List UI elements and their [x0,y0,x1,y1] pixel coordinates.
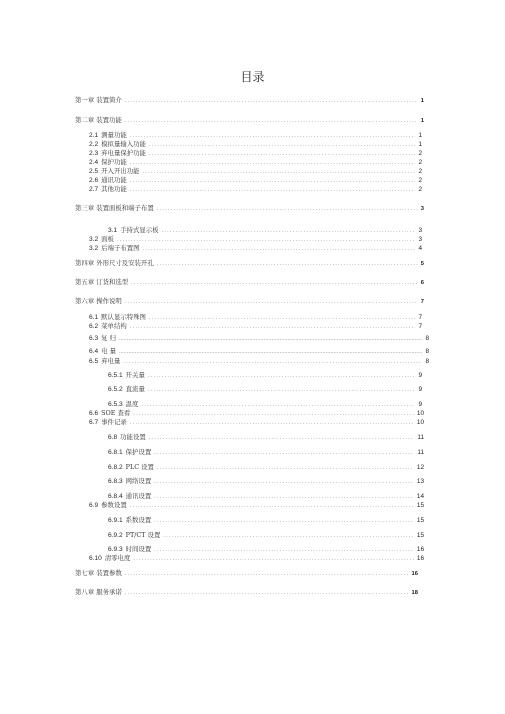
toc-entry-text: 第二章 装置功能 [75,116,122,124]
toc-entry [75,297,424,306]
toc-entry [75,96,424,105]
toc-leader [157,205,418,213]
toc-leader [123,358,422,366]
toc-entry-number: 6.10 [89,555,102,562]
toc-leader [154,546,414,554]
toc-entry-text: 第七章 装置参数 [75,569,122,577]
toc-leader [149,434,415,442]
toc-entry-text: 弃电量 [101,357,121,365]
toc-entry-text: 面板 [101,235,114,243]
toc-entry-page: 11 [417,434,424,441]
toc-entry [108,371,422,380]
toc-entry-text: PLC 设置 [125,463,154,471]
toc-entry [89,158,422,167]
toc-entry-number: 2.6 [89,177,99,184]
toc-entry [89,418,424,427]
toc-entry-number: 6.5.2 [108,386,123,393]
toc-entry-text: 通讯功能 [101,176,127,184]
toc-entry [89,235,422,244]
toc-entry-text: PT/CT 设置 [125,531,161,539]
toc-entry [108,545,424,554]
toc-entry [89,347,429,356]
toc-entry-page: 9 [418,401,422,408]
toc-entry-page: 1 [420,98,424,104]
toc-entry-text: 通讯设置 [125,492,152,500]
toc-entry-text: 默认显示特殊图 [101,313,146,321]
toc-leader [125,589,409,597]
toc-entry [89,140,422,149]
toc-entry-text: 系数设置 [125,516,152,524]
toc-entry-text: 第五章 订货和选型 [75,278,129,286]
toc-leader [119,348,422,356]
toc-entry-page: 7 [420,299,424,305]
toc-entry-page: 12 [416,464,424,471]
toc-entry-number: 2.2 [89,141,99,148]
toc-leader [149,314,416,322]
toc-entry-page: 2 [418,159,422,166]
toc-entry-page: 15 [416,532,424,539]
toc-leader [130,177,416,185]
toc-entry-page: 2 [418,168,422,175]
toc-entry [89,409,424,418]
toc-entry-page: 8 [425,358,429,365]
toc-entry-number: 6.1 [89,314,99,321]
toc-entry-text: 手持式显示板 [120,226,159,234]
toc-leader [157,260,418,268]
toc-leader [130,132,416,140]
toc-entry-text: 第三章 装置面板和端子布置 [75,204,154,212]
toc-entry-text: 开关量 [125,371,145,379]
toc-entry-text: 保护功能 [101,158,127,166]
toc-entry-number: 2.3 [89,150,99,157]
toc-entry-page: 13 [416,478,424,485]
toc-entry-number: 6.5.3 [108,401,123,408]
toc-leader [133,555,413,563]
toc-entry-page: 15 [416,517,424,524]
toc-entry-number: 6.9.3 [108,546,123,553]
toc-entry [89,149,422,158]
toc-entry-page: 7 [418,314,422,321]
toc-entry [108,433,424,442]
toc-entry [89,357,429,366]
toc-entry [89,185,422,194]
toc-entry-page: 16 [416,546,424,553]
toc-entry-number: 6.5.1 [108,372,123,379]
toc-entry-text: SOE 查看 [101,409,131,417]
toc-leader [157,464,414,472]
toc-entry-text: 功能设置 [120,433,146,441]
toc-entry-page: 2 [418,186,422,193]
toc-entry-page: 11 [417,449,424,456]
toc-entry [108,400,422,409]
toc-entry [75,588,418,597]
toc-leader [133,410,414,418]
toc-leader [143,245,416,253]
toc-entry-text: 其他功能 [101,185,127,193]
toc-entry-page: 4 [418,245,422,252]
toc-leader [125,117,418,125]
toc-entry-text: 后端子布置图 [101,244,140,252]
toc-leader [149,150,416,158]
toc-entry [108,226,422,235]
toc-leader [131,279,418,287]
toc-entry-page: 16 [411,571,418,577]
toc-entry-page: 1 [418,141,422,148]
toc-entry-number: 6.8.1 [108,449,123,456]
toc-entry-page: 18 [411,590,418,596]
toc-entry-page: 5 [420,261,424,267]
toc-entry-number: 6.8.4 [108,493,123,500]
toc-entry-text: 弃电量保护功能 [101,149,146,157]
toc-entry-text: 复 归 [101,334,116,342]
toc-entry [89,313,422,322]
toc-leader [154,449,414,457]
toc-entry-text: 第一章 装置简介 [75,96,122,104]
toc-entry [75,116,424,125]
toc-entry [108,463,424,472]
toc-entry [89,167,422,176]
toc-leader [119,335,422,343]
toc-entry-page: 1 [420,118,424,124]
toc-entry-number: 6.5 [89,358,99,365]
toc-entry-number: 3.2 [89,245,99,252]
toc-entry [89,244,422,253]
toc-entry [75,569,418,578]
toc-entry-number: 6.9.1 [108,517,123,524]
toc-leader [154,493,414,501]
toc-leader [148,386,416,394]
toc-entry-page: 7 [418,323,422,330]
toc-entry-number: 6.6 [89,410,99,417]
toc-leader [117,236,415,244]
toc-entry-text: 第四章 外形尺寸及安装开孔 [75,259,154,267]
toc-entry-text: 菜单结构 [101,322,127,330]
toc-entry-page: 8 [425,335,429,342]
toc-entry-page: 10 [416,419,424,426]
toc-leader [125,298,418,306]
toc-entry [89,131,422,140]
toc-entry-page: 10 [416,410,424,417]
toc-entry-page: 2 [418,177,422,184]
toc-entry-number: 6.9.2 [108,532,123,539]
toc-entry-text: 测量功能 [101,131,127,139]
toc-entry-number: 3.2 [89,236,99,243]
toc-entry-number: 6.3 [89,335,99,342]
toc-leader [125,570,409,578]
toc-entry-text: 清零电度 [104,554,131,562]
toc-entry-number: 2.1 [89,132,99,139]
toc-entry-number: 6.4 [89,348,99,355]
toc-entry-page: 3 [420,206,424,212]
toc-entry-text: 第六章 操作说明 [75,297,122,305]
toc-entry-number: 6.8 [108,434,118,441]
toc-leader [163,532,414,540]
toc-entry-text: 直流量 [125,385,145,393]
toc-entry [89,554,424,563]
toc-leader [148,372,416,380]
toc-leader [149,141,416,149]
toc-entry-text: 保护设置 [125,448,152,456]
toc-entry [108,531,424,540]
toc-entry-page: 16 [416,555,424,562]
toc-entry-text: 事件记录 [101,418,127,426]
toc-entry-text: 时间设置 [125,545,152,553]
toc-entry [108,448,424,457]
toc-leader [154,478,414,486]
toc-leader [162,227,416,235]
toc-entry-page: 1 [418,132,422,139]
toc-title: 目录 [240,70,265,84]
toc-entry-text: 电 量 [101,347,116,355]
toc-entry-page: 8 [425,348,429,355]
toc-entry-number: 3.1 [108,227,118,234]
toc-leader [130,502,414,510]
toc-entry-number: 6.7 [89,419,99,426]
toc-entry-text: 网络设置 [125,477,152,485]
toc-entry-text: 开入开出功能 [101,167,140,175]
toc-leader [143,168,416,176]
toc-entry-text: 参数设置 [101,501,127,509]
toc-entry [108,516,424,525]
toc-leader [130,159,416,167]
toc-leader [154,517,414,525]
toc-entry [75,278,424,287]
toc-entry [89,501,424,510]
toc-entry-page: 9 [418,386,422,393]
toc-entry-number: 6.9 [89,502,99,509]
toc-leader [130,323,416,331]
toc-entry-number: 6.8.3 [108,478,123,485]
toc-entry [75,259,424,268]
toc-entry-text: 第八章 服务承诺 [75,588,122,596]
toc-entry-number: 2.5 [89,168,99,175]
toc-entry-page: 6 [420,280,424,286]
toc-entry [75,204,424,213]
toc-leader [130,419,414,427]
toc-entry-text: 温度 [125,400,139,408]
toc-entry [89,176,422,185]
toc-entry-number: 2.7 [89,186,99,193]
toc-entry-number: 6.2 [89,323,99,330]
toc-entry-text: 模拟量输入功能 [101,140,146,148]
toc-leader [141,401,415,409]
toc-entry [89,322,422,331]
toc-entry-number: 6.8.2 [108,464,123,471]
toc-entry [89,334,429,343]
toc-entry [108,385,422,394]
toc-entry-page: 15 [416,502,424,509]
toc-entry-page: 2 [418,150,422,157]
toc-entry [108,492,424,501]
toc-entry-page: 9 [418,372,422,379]
toc-leader [125,97,418,105]
toc-entry-number: 2.4 [89,159,99,166]
toc-entry-page: 3 [418,236,422,243]
toc-entry-page: 3 [418,227,422,234]
toc-entry-page: 14 [416,493,424,500]
toc-leader [130,186,416,194]
toc-entry [108,477,424,486]
